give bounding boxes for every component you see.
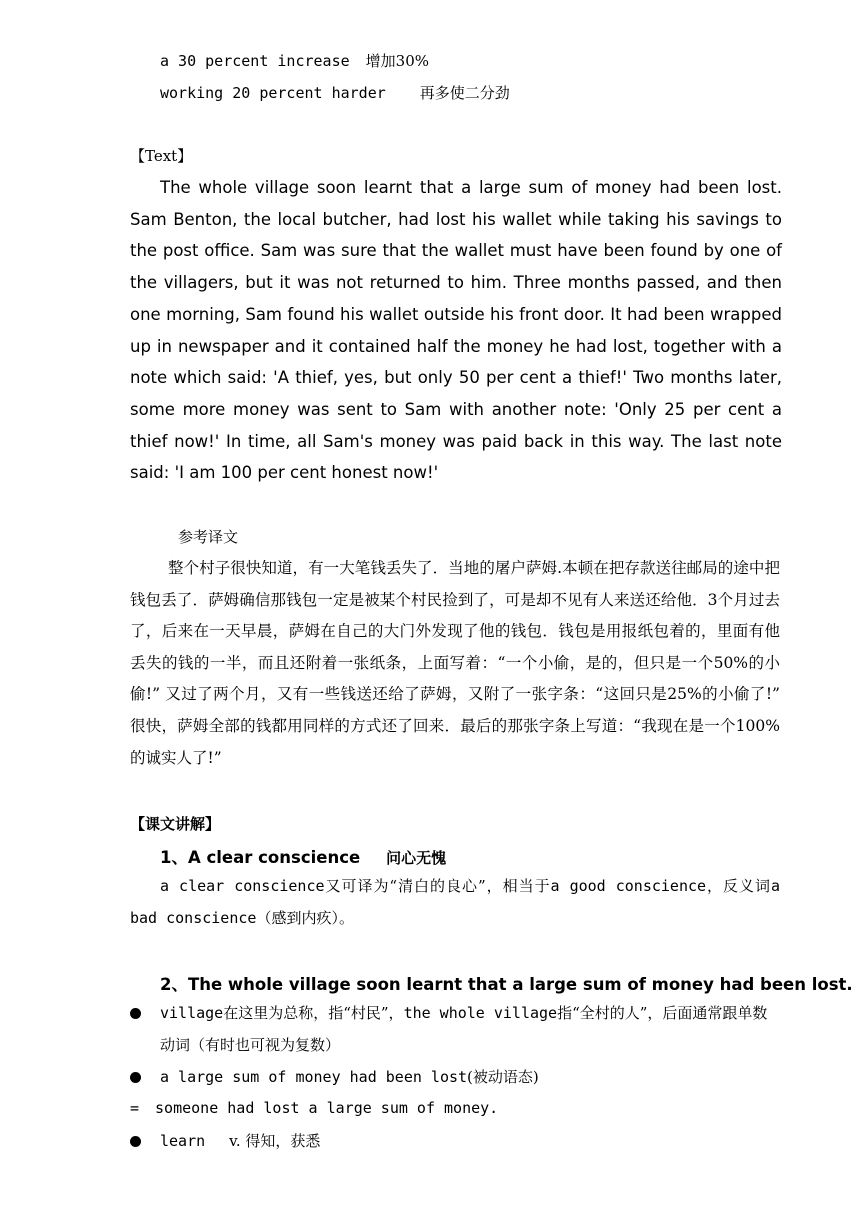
point1-title-line xyxy=(160,844,446,868)
point1-title-cn: 问心无愧 xyxy=(386,849,447,867)
vocab-en-2: working 20 percent harder xyxy=(160,84,386,102)
vocab-en-1: a 30 percent increase xyxy=(160,52,350,70)
vocab-cn-1: 增加30% xyxy=(365,52,429,70)
equals-line xyxy=(130,1099,498,1117)
vocab-line-2 xyxy=(160,82,510,103)
bullet3-cn1: v. 得知，获悉 xyxy=(229,1132,321,1150)
bullet1-en2: the whole village xyxy=(403,1004,558,1022)
bullet2-en1: a large sum of money had been lost xyxy=(160,1068,468,1086)
point1-body-en3: a bad conscience xyxy=(130,877,780,927)
point2-title: 2、The whole village soon learnt that a large sum of money had been lost. xyxy=(160,975,853,994)
point1-body-en2: a good conscience xyxy=(550,877,707,895)
bullet-dot-1 xyxy=(130,1008,141,1019)
explanation-heading: 【课文讲解】 xyxy=(130,815,221,833)
translation-paragraph: 整个村子很快知道，有一大笔钱丢失了．当地的屠户萨姆.本顿在把存款送往邮局的途中把钱包丢了．萨姆确信那钱包一定是被某个村民捡到了，可是却不见有人来送还给他．3个月过去了，后来在一天早晨，萨姆在自己的大门外发现了他的钱包．钱包是用报纸包着的，里面有他丢失的钱的一半，而且还附着一张纸条，上面写着：“一个小偷，是的，但只是一个50%的小偷!” 又过了两个月，又有一些钱送还给了萨姆，又附了一张字条：“这回只是25%的小偷了!” 很快，萨姆全部的钱都用同样的方式还了回来．最后的那张字条上写道：“我现在是一个100%的诚实人了!” xyxy=(130,559,780,767)
equals-text: someone had lost a large sum of money. xyxy=(155,1099,499,1117)
point1-title: 1、A clear conscience xyxy=(160,848,361,867)
bullet3-en1: learn xyxy=(160,1132,206,1150)
bullet-text-3 xyxy=(160,1126,780,1158)
bullet1-cn2: 指“全村的人”，后面通常跟单数动词（有时也可视为复数） xyxy=(160,1004,768,1054)
vocab-line-1 xyxy=(160,50,429,71)
point1-body-cn1: 又可译为“清白的良心”，相当于 xyxy=(324,877,551,895)
equals-sign: = xyxy=(130,1099,140,1117)
bullet2-cn1: (被动语态) xyxy=(467,1068,539,1086)
point1-body xyxy=(130,871,780,934)
text-heading: 【Text】 xyxy=(130,147,193,165)
bullet-dot-3 xyxy=(130,1136,141,1147)
point1-body-en1: a clear conscience xyxy=(160,877,325,895)
translation-heading: 参考译文 xyxy=(178,528,239,546)
bullet1-en1: village xyxy=(160,1004,224,1022)
text-paragraph: The whole village soon learnt that a large sum of money had been lost. Sam Benton, the local butcher, had lost his wallet while taking his savings to the post office. Sam was sure that the wallet must have been found by one of the villagers, but it was not returned to him. Three months passed, and then one morning, Sam found his wallet outside his front door. It had been wrapped up in newspaper and it contained half the money he had lost, together with a note which said: 'A thief, yes, but only 50 per cent a thief!' Two months later, some more money was sent to Sam with another note: 'Only 25 per cent a thief now!' In time, all Sam's money was paid back in this way. The last note said: 'I am 100 per cent honest now!' xyxy=(130,178,782,483)
vocab-cn-2: 再多使二分劲 xyxy=(419,84,510,102)
bullet-text-1 xyxy=(160,998,780,1061)
bullet1-cn1: 在这里为总称，指“村民”， xyxy=(223,1004,404,1022)
point1-body-cn2: ，反义词 xyxy=(706,877,771,895)
bullet-text-2 xyxy=(160,1062,780,1094)
bullet-dot-2 xyxy=(130,1072,141,1083)
point1-body-cn3: （感到内疚）。 xyxy=(256,908,354,927)
